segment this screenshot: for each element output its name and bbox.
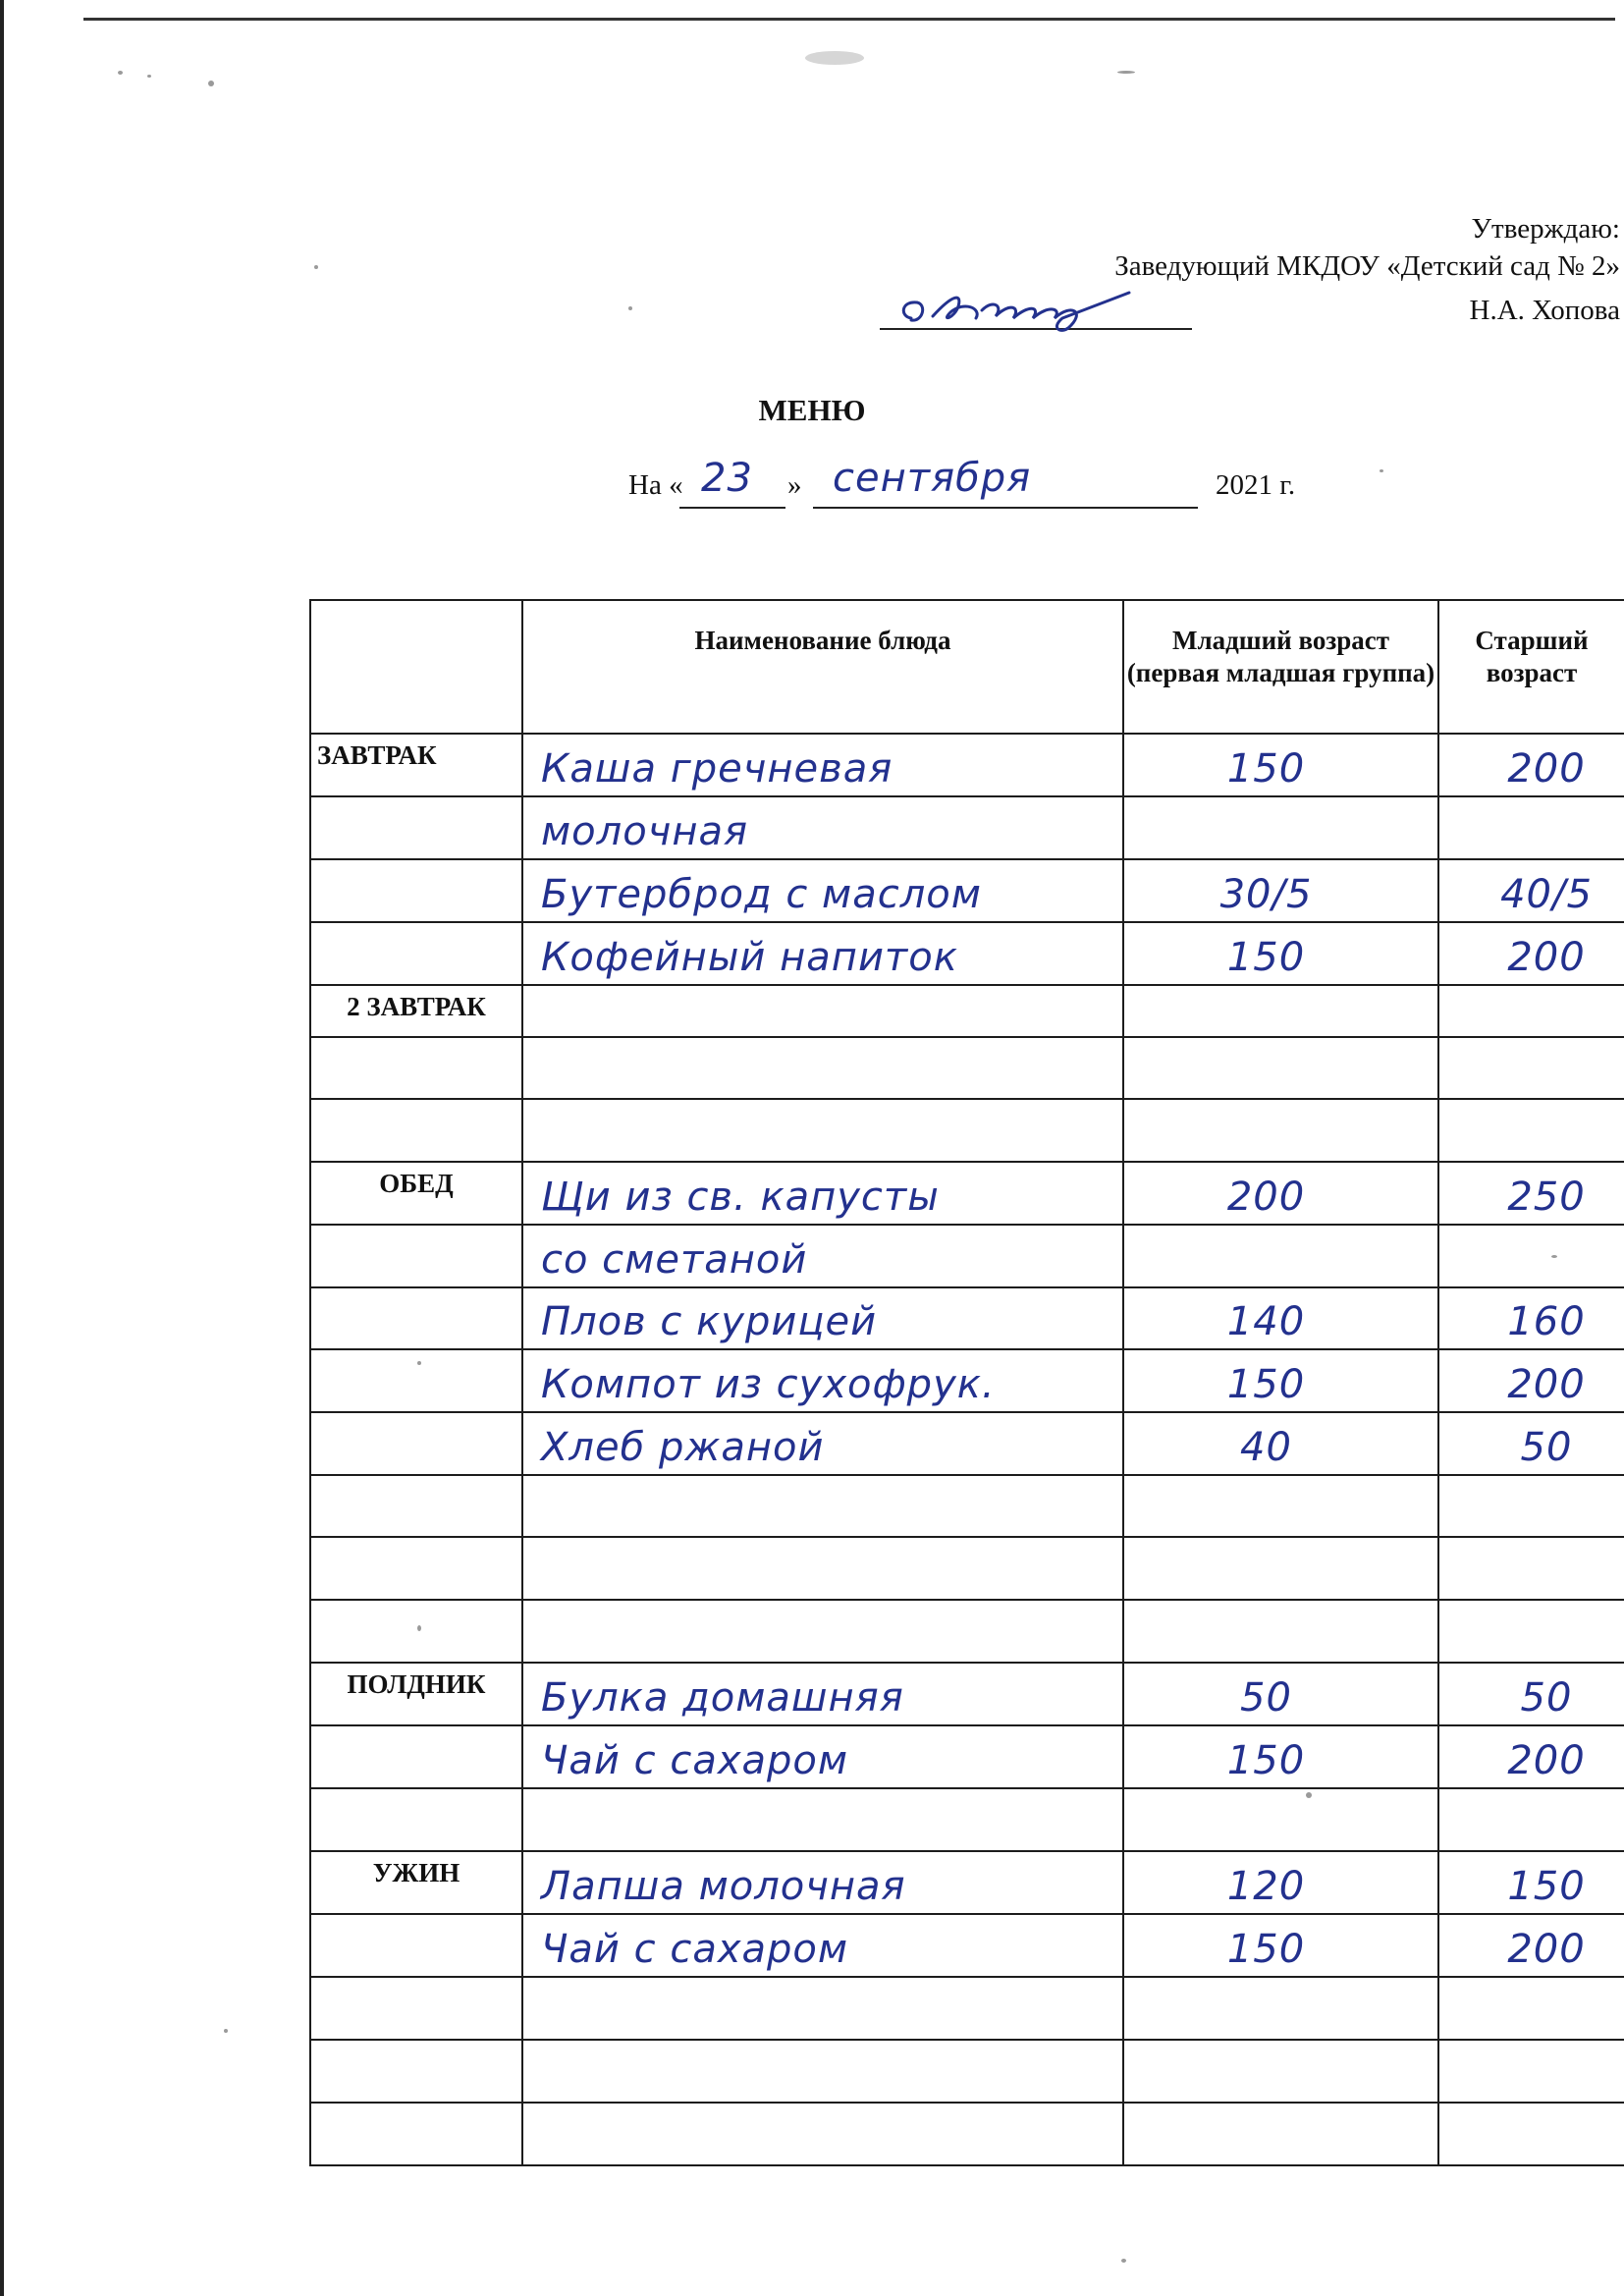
older-portion-cell — [1438, 1475, 1624, 1537]
younger-portion-text: 150 — [1226, 746, 1306, 792]
dish-cell — [522, 985, 1123, 1037]
date-day: 23 — [701, 456, 753, 501]
younger-portion-text: 120 — [1226, 1864, 1306, 1909]
date-year: 2021 г. — [1216, 469, 1296, 501]
scan-edge — [0, 0, 4, 2296]
older-portion-text: 200 — [1507, 935, 1586, 980]
older-portion-cell — [1438, 1349, 1624, 1412]
older-portion-cell — [1438, 1600, 1624, 1663]
dish-text: Чай с сахаром — [541, 1738, 849, 1783]
dish-cell — [522, 1600, 1123, 1663]
meal-cell: ОБЕД — [310, 1162, 522, 1225]
menu-body — [310, 734, 1624, 2165]
approval-block — [736, 210, 1620, 285]
table-row — [310, 1914, 1624, 1977]
older-portion-cell — [1438, 1099, 1624, 1162]
younger-portion-text: 200 — [1226, 1175, 1306, 1220]
meal-cell — [310, 1788, 522, 1851]
younger-portion-cell — [1123, 1725, 1438, 1788]
dish-cell — [522, 1412, 1123, 1475]
meal-header — [310, 600, 522, 734]
older-portion-cell — [1438, 1977, 1624, 2040]
younger-portion-text: 30/5 — [1219, 872, 1313, 917]
dish-cell — [522, 1914, 1123, 1977]
meal-cell: 2 ЗАВТРАК — [310, 985, 522, 1037]
dish-text: Булка домашняя — [541, 1675, 904, 1721]
meal-cell — [310, 1475, 522, 1537]
dish-cell — [522, 1663, 1123, 1725]
dish-cell — [522, 1537, 1123, 1600]
meal-cell — [310, 1914, 522, 1977]
older-portion-text: 50 — [1520, 1675, 1573, 1721]
younger-portion-text: 150 — [1226, 1927, 1306, 1972]
meal-cell — [310, 1287, 522, 1349]
approve-label: Утверждаю: — [1471, 213, 1620, 245]
younger-portion-cell — [1123, 1788, 1438, 1851]
younger-portion-cell — [1123, 1287, 1438, 1349]
older-portion-cell — [1438, 1537, 1624, 1600]
older-portion-cell — [1438, 1037, 1624, 1099]
dish-text: Каша гречневая — [541, 746, 893, 792]
older-portion-cell — [1438, 1412, 1624, 1475]
younger-portion-text: 150 — [1226, 935, 1306, 980]
meal-cell — [310, 1099, 522, 1162]
older-portion-text: 200 — [1507, 1738, 1586, 1783]
meal-cell: ПОЛДНИК — [310, 1663, 522, 1725]
older-portion-cell — [1438, 922, 1624, 985]
table-row — [310, 1037, 1624, 1099]
date-month: сентября — [833, 456, 1032, 501]
older-portion-text: 160 — [1507, 1299, 1586, 1344]
table-row — [310, 1349, 1624, 1412]
younger-age-header: Младший возраст (первая младшая группа) — [1123, 600, 1438, 734]
top-rule — [83, 18, 1615, 21]
younger-portion-cell — [1123, 1162, 1438, 1225]
older-portion-cell — [1438, 1851, 1624, 1914]
younger-portion-cell — [1123, 1663, 1438, 1725]
table-header-row — [310, 600, 1624, 734]
menu-table — [309, 599, 1624, 2166]
younger-portion-cell — [1123, 985, 1438, 1037]
day-underline — [679, 507, 785, 509]
table-row — [310, 734, 1624, 796]
older-portion-cell — [1438, 985, 1624, 1037]
older-portion-cell — [1438, 1788, 1624, 1851]
dish-cell — [522, 1037, 1123, 1099]
younger-portion-cell — [1123, 922, 1438, 985]
table-row — [310, 1225, 1624, 1287]
dish-text: Компот из сухофрук. — [541, 1362, 996, 1407]
meal-cell: ЗАВТРАК — [310, 734, 522, 796]
meal-cell — [310, 796, 522, 859]
older-portion-cell — [1438, 859, 1624, 922]
dish-text: Плов с курицей — [541, 1299, 878, 1344]
older-portion-text: 50 — [1520, 1425, 1573, 1470]
dish-text: Бутерброд с маслом — [541, 872, 982, 917]
older-portion-text: 200 — [1507, 746, 1586, 792]
younger-portion-cell — [1123, 1349, 1438, 1412]
table-row — [310, 2103, 1624, 2165]
dish-cell — [522, 1851, 1123, 1914]
table-row — [310, 1537, 1624, 1600]
dish-cell — [522, 734, 1123, 796]
older-portion-cell — [1438, 2040, 1624, 2103]
table-row — [310, 1977, 1624, 2040]
dish-cell — [522, 859, 1123, 922]
dish-cell — [522, 1725, 1123, 1788]
dish-cell — [522, 2040, 1123, 2103]
meal-cell: УЖИН — [310, 1851, 522, 1914]
dish-cell — [522, 922, 1123, 985]
dish-cell — [522, 796, 1123, 859]
table-row — [310, 1788, 1624, 1851]
date-quote-close: » — [787, 469, 802, 501]
dish-cell — [522, 2103, 1123, 2165]
older-portion-cell — [1438, 796, 1624, 859]
younger-portion-cell — [1123, 2040, 1438, 2103]
meal-cell — [310, 922, 522, 985]
older-portion-cell — [1438, 734, 1624, 796]
older-portion-cell — [1438, 1663, 1624, 1725]
table-row — [310, 1287, 1624, 1349]
younger-portion-cell — [1123, 2103, 1438, 2165]
handwritten-signature — [893, 289, 1149, 334]
dish-text: со сметаной — [541, 1237, 808, 1283]
table-row — [310, 1725, 1624, 1788]
dish-text: Чай с сахаром — [541, 1927, 849, 1972]
dish-text: Хлеб ржаной — [541, 1425, 825, 1470]
meal-cell — [310, 859, 522, 922]
older-portion-cell — [1438, 1914, 1624, 1977]
dish-text: Кофейный напиток — [541, 935, 958, 980]
table-row — [310, 1600, 1624, 1663]
older-portion-text: 150 — [1507, 1864, 1586, 1909]
younger-portion-cell — [1123, 1851, 1438, 1914]
younger-portion-cell — [1123, 1914, 1438, 1977]
table-row — [310, 1851, 1624, 1914]
dish-header: Наименование блюда — [522, 600, 1123, 734]
date-prefix: На « — [628, 469, 683, 501]
approver-position: Заведующий МКДОУ «Детский сад № 2» — [1114, 250, 1620, 282]
meal-cell — [310, 1537, 522, 1600]
younger-portion-text: 140 — [1226, 1299, 1306, 1344]
younger-portion-cell — [1123, 859, 1438, 922]
younger-portion-cell — [1123, 1537, 1438, 1600]
meal-cell — [310, 1725, 522, 1788]
younger-portion-text: 50 — [1240, 1675, 1292, 1721]
younger-portion-text: 40 — [1240, 1425, 1292, 1470]
table-row — [310, 1412, 1624, 1475]
older-age-header: Старший возраст — [1438, 600, 1624, 734]
dish-text: Щи из св. капусты — [541, 1175, 940, 1220]
table-row — [310, 1162, 1624, 1225]
older-portion-text: 40/5 — [1500, 872, 1593, 917]
younger-portion-cell — [1123, 1412, 1438, 1475]
meal-cell — [310, 1037, 522, 1099]
younger-portion-cell — [1123, 734, 1438, 796]
older-portion-cell — [1438, 2103, 1624, 2165]
older-portion-cell — [1438, 1725, 1624, 1788]
dish-cell — [522, 1788, 1123, 1851]
month-underline — [813, 507, 1198, 509]
younger-portion-cell — [1123, 796, 1438, 859]
dish-text: молочная — [541, 809, 749, 854]
dish-cell — [522, 1349, 1123, 1412]
meal-cell — [310, 2040, 522, 2103]
younger-portion-cell — [1123, 1600, 1438, 1663]
dish-cell — [522, 1099, 1123, 1162]
meal-cell — [310, 1412, 522, 1475]
older-portion-text: 250 — [1507, 1175, 1586, 1220]
younger-portion-cell — [1123, 1099, 1438, 1162]
table-row — [310, 922, 1624, 985]
table-row — [310, 2040, 1624, 2103]
younger-portion-cell — [1123, 1475, 1438, 1537]
younger-portion-text: 150 — [1226, 1738, 1306, 1783]
table-row — [310, 1475, 1624, 1537]
dish-cell — [522, 1287, 1123, 1349]
table-row — [310, 859, 1624, 922]
table-row — [310, 1663, 1624, 1725]
signature-row — [736, 289, 1620, 336]
meal-cell — [310, 1349, 522, 1412]
older-portion-text: 200 — [1507, 1362, 1586, 1407]
table-row — [310, 985, 1624, 1037]
meal-cell — [310, 2103, 522, 2165]
table-row — [310, 1099, 1624, 1162]
approver-name: Н.А. Хопова — [1469, 295, 1620, 326]
dish-cell — [522, 1162, 1123, 1225]
older-portion-text: 200 — [1507, 1927, 1586, 1972]
younger-portion-text: 150 — [1226, 1362, 1306, 1407]
dish-cell — [522, 1977, 1123, 2040]
younger-portion-cell — [1123, 1225, 1438, 1287]
document-title: МЕНЮ — [758, 393, 866, 427]
meal-cell — [310, 1977, 522, 2040]
meal-cell — [310, 1225, 522, 1287]
date-line — [628, 456, 1335, 515]
younger-portion-cell — [1123, 1977, 1438, 2040]
table-row — [310, 796, 1624, 859]
older-portion-cell — [1438, 1287, 1624, 1349]
younger-portion-cell — [1123, 1037, 1438, 1099]
dish-cell — [522, 1225, 1123, 1287]
older-portion-cell — [1438, 1225, 1624, 1287]
older-portion-cell — [1438, 1162, 1624, 1225]
dish-cell — [522, 1475, 1123, 1537]
meal-cell — [310, 1600, 522, 1663]
dish-text: Лапша молочная — [541, 1864, 906, 1909]
